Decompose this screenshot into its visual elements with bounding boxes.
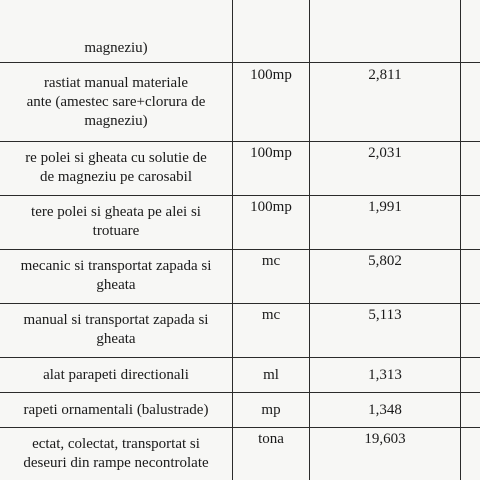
table-row-7-unit: mp <box>261 401 281 418</box>
table-row-0-quantity <box>310 34 460 62</box>
row-divider <box>0 62 480 63</box>
table-row-8-unit: tona <box>258 431 284 447</box>
table-row-2-quantity: 2,031 <box>368 145 402 161</box>
row-divider <box>0 249 480 250</box>
table-row-4-unit: mc <box>261 253 281 269</box>
table-row-1-unit: 100mp <box>250 67 292 83</box>
table-row-5-unit: mc <box>261 307 281 323</box>
table-row-6-description: alat parapeti directionali <box>43 366 189 383</box>
table-row-3-unit: 100mp <box>250 199 292 215</box>
row-divider <box>0 357 480 358</box>
table-row-0-unit <box>233 34 309 62</box>
table-row-4-description: mecanic si transportat zapada si gheata <box>20 258 212 293</box>
table-row-5-description: manual si transportat zapada si gheata <box>23 312 209 347</box>
table-row-3-quantity: 1,991 <box>368 199 402 215</box>
table-row-4-quantity: 5,802 <box>368 253 402 269</box>
table-row-6-unit: ml <box>263 366 279 383</box>
table-row-0-description: magneziu) <box>84 39 148 56</box>
table-row-1-quantity: 2,811 <box>368 67 402 83</box>
row-divider <box>0 427 480 428</box>
table-row-2-unit: 100mp <box>250 145 292 161</box>
row-divider <box>0 392 480 393</box>
table-row-5-quantity: 5,113 <box>368 307 402 323</box>
column-divider <box>460 0 461 480</box>
table-row-8-quantity: 19,603 <box>364 431 406 447</box>
table-row-1-description: rastiat manual materiale ante (amestec sare+clorura de magneziu) <box>26 74 206 129</box>
table-row-7-quantity: 1,348 <box>368 401 402 418</box>
row-divider <box>0 141 480 142</box>
table-row-3-description: tere polei si gheata pe alei si trotuare <box>31 204 201 239</box>
table-row-7-description: rapeti ornamentali (balustrade) <box>23 401 209 418</box>
table-row-6-quantity: 1,313 <box>368 366 402 383</box>
table-row-2-description: re polei si gheata cu solutie de de magneziu pe carosabil <box>25 150 207 185</box>
row-divider <box>0 303 480 304</box>
table-row-8-description: ectat, colectat, transportat si deseuri din rampe necontrolate <box>23 436 209 471</box>
row-divider <box>0 195 480 196</box>
